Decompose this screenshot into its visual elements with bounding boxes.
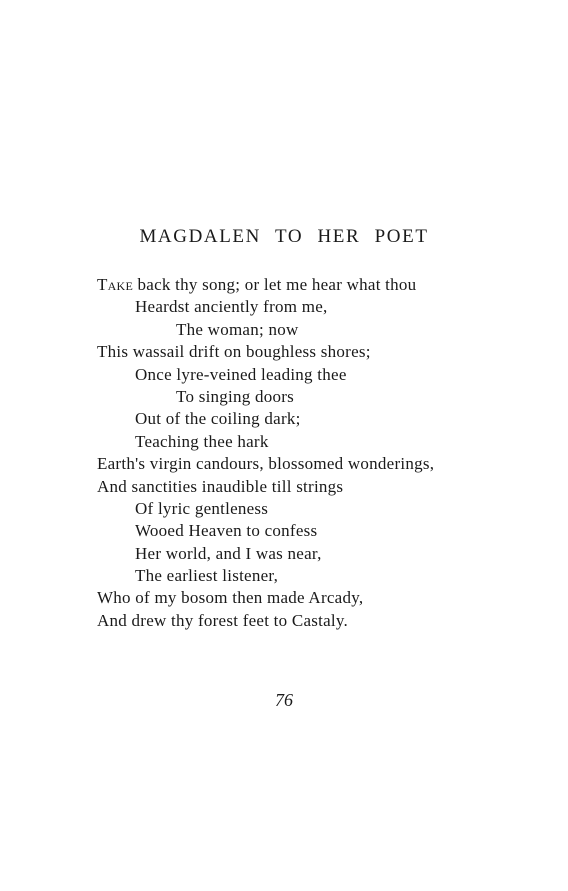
poem-line: Earth's virgin candours, blossomed wonderings, — [97, 454, 435, 474]
poem-line: Of lyric gentleness — [135, 498, 269, 518]
poem-line: To singing doors — [176, 386, 295, 406]
poem-line: And drew thy forest feet to Castaly. — [97, 610, 349, 630]
poem-title: MAGDALEN TO HER POET — [139, 226, 429, 247]
poem-line-text: back thy song; or let me hear what thou — [133, 275, 417, 294]
page-number: 76 — [275, 690, 293, 710]
poem-line: The earliest listener, — [135, 566, 279, 586]
poem-line: Out of the coiling dark; — [135, 409, 301, 429]
poem-line: Teaching thee hark — [135, 431, 269, 451]
poem-line: The woman; now — [176, 319, 299, 339]
poem-line: Who of my bosom then made Arcady, — [97, 588, 364, 608]
poem-line: And sanctities inaudible till strings — [97, 476, 344, 496]
poem-line: Heardst anciently from me, — [135, 297, 328, 317]
poem-line: Her world, and I was near, — [135, 543, 322, 563]
poem-line: Wooed Heaven to confess — [135, 521, 318, 541]
poem-line: Once lyre-veined leading thee — [135, 364, 347, 384]
poem-line — [97, 274, 557, 296]
poem-body — [97, 274, 557, 632]
opening-word: Take — [97, 275, 134, 294]
poem-line: This wassail drift on boughless shores; — [97, 342, 371, 362]
